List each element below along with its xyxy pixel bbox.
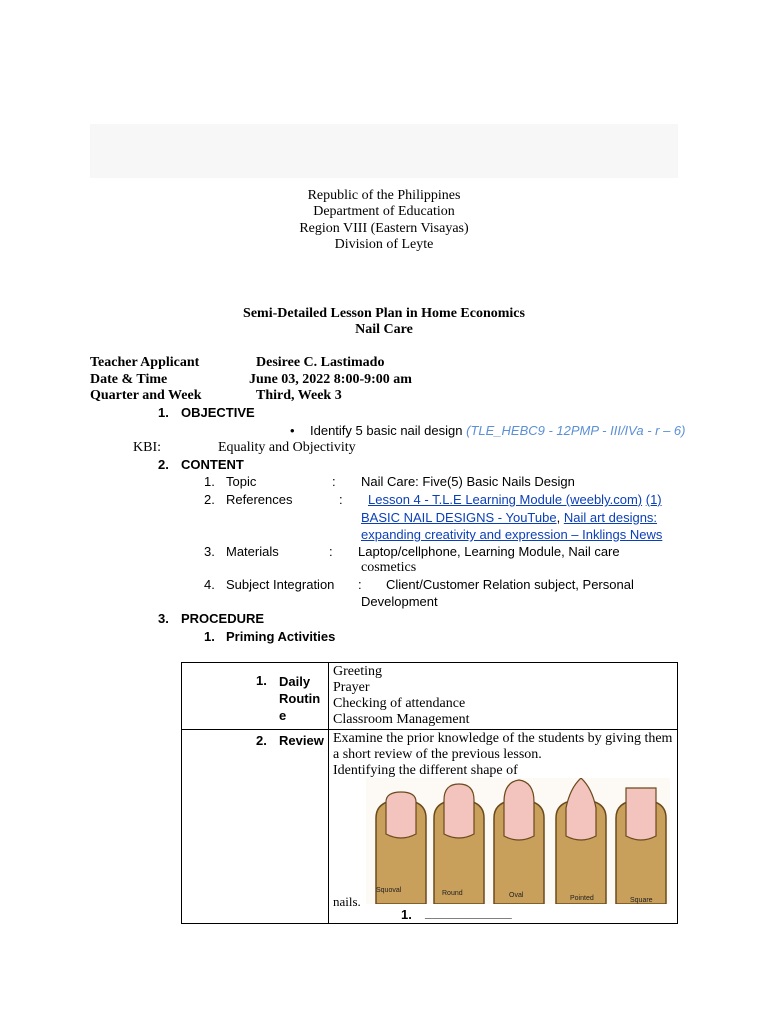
topic-colon: :: [332, 474, 336, 489]
routine-item-classroom: Classroom Management: [333, 712, 470, 727]
references-num: 2.: [204, 492, 215, 507]
subject-label: Subject Integration: [226, 577, 335, 592]
header-line-4: Division of Leyte: [334, 237, 434, 252]
topic-label: Topic: [226, 474, 257, 489]
table-row: [182, 663, 678, 730]
finger-round: [434, 784, 484, 904]
daily-routine-items-cell: [329, 663, 678, 730]
topic-value: Nail Care: Five(5) Basic Nails Design: [361, 474, 575, 489]
daily-routine-label-cell: [182, 663, 329, 730]
topic-num: 1.: [204, 474, 215, 489]
objective-code: (TLE_HEBC9 - 12PMP - III/IVa - r – 6): [466, 423, 686, 438]
priming-num: 1.: [204, 629, 215, 644]
procedure-num: 3.: [158, 611, 169, 626]
reference-link-weebly[interactable]: Lesson 4 - T.L.E Learning Module (weebly.com): [368, 492, 643, 507]
subject-colon: :: [358, 577, 362, 592]
review-text-1: Examine the prior knowledge of the students by giving them: [333, 731, 673, 746]
nail-shapes-illustration: [366, 778, 670, 904]
daily-routine-items: [329, 663, 677, 728]
nail-shapes-svg: [366, 778, 670, 904]
quarter-label: Quarter and Week: [90, 388, 202, 403]
daily-routine-label-1: Daily: [279, 674, 311, 689]
subject-value-1: Client/Customer Relation subject, Personal: [386, 577, 634, 592]
references-line-1: [368, 492, 662, 507]
routine-item-prayer: Prayer: [333, 680, 370, 695]
teacher-value: Desiree C. Lastimado: [256, 355, 385, 370]
finger-oval: [494, 780, 544, 904]
references-line-2: [361, 510, 657, 525]
reference-separator: ,: [556, 510, 561, 525]
objective-num: 1.: [158, 405, 169, 420]
objective-text: Identify 5 basic nail design: [310, 423, 463, 438]
teacher-label: Teacher Applicant: [90, 355, 200, 370]
review-label: Review: [279, 733, 324, 748]
finger-pointed: [556, 778, 606, 904]
title-line-1: Semi-Detailed Lesson Plan in Home Economics: [243, 306, 525, 321]
daily-routine-num: 1.: [256, 673, 267, 688]
subject-num: 4.: [204, 577, 215, 592]
review-label-cell: [182, 730, 329, 924]
materials-colon: :: [329, 544, 333, 559]
nail-label-pointed: Pointed: [570, 895, 594, 902]
materials-label: Materials: [226, 544, 279, 559]
date-value: June 03, 2022 8:00-9:00 am: [249, 372, 412, 387]
references-line-3: [361, 527, 662, 542]
objective-heading: OBJECTIVE: [181, 405, 255, 420]
nail-label-square: Square: [630, 897, 653, 904]
reference-link-youtube-prefix[interactable]: (1): [645, 492, 662, 507]
review-text-2: a short review of the previous lesson.: [333, 747, 542, 762]
question-blank: ____________: [425, 905, 512, 920]
header-band: [90, 124, 678, 178]
question-num: 1.: [401, 907, 412, 922]
objective-text-line: [310, 423, 685, 438]
content-num: 2.: [158, 457, 169, 472]
materials-value-1: Laptop/cellphone, Learning Module, Nail care: [358, 544, 620, 559]
subject-value-2: Development: [361, 594, 438, 609]
date-label: Date & Time: [90, 372, 168, 387]
kbi-value: Equality and Objectivity: [218, 440, 356, 455]
routine-item-greeting: Greeting: [333, 664, 382, 679]
finger-square: [616, 788, 666, 904]
objective-bullet: •: [290, 423, 295, 438]
daily-routine-label-3: e: [279, 708, 287, 723]
references-colon: :: [339, 492, 343, 507]
quarter-value: Third, Week 3: [256, 388, 342, 403]
reference-link-youtube[interactable]: BASIC NAIL DESIGNS - YouTube: [361, 510, 557, 525]
reference-link-inklings-b[interactable]: expanding creativity and expression – Inklings News: [361, 527, 663, 542]
review-text: [329, 730, 677, 779]
materials-value-2: cosmetics: [361, 560, 417, 575]
materials-num: 3.: [204, 544, 215, 559]
nail-label-oval: Oval: [509, 892, 524, 899]
daily-routine-label: [279, 673, 320, 724]
header-line-1: Republic of the Philippines: [307, 188, 461, 203]
nail-label-round: Round: [442, 890, 463, 897]
title-line-2: Nail Care: [355, 322, 413, 337]
nail-label-squoval: Squoval: [376, 887, 402, 894]
header-line-2: Department of Education: [313, 204, 455, 219]
references-label: References: [226, 492, 293, 507]
reference-link-inklings-a[interactable]: Nail art designs:: [563, 510, 658, 525]
daily-routine-label-2: Routin: [279, 691, 321, 706]
review-nails-word: nails.: [333, 894, 361, 909]
procedure-heading: PROCEDURE: [181, 611, 265, 626]
review-num: 2.: [256, 733, 267, 748]
review-text-3: Identifying the different shape of: [333, 763, 518, 778]
content-heading: CONTENT: [181, 457, 244, 472]
routine-item-attendance: Checking of attendance: [333, 696, 466, 711]
header-line-3: Region VIII (Eastern Visayas): [299, 221, 469, 236]
priming-heading: Priming Activities: [226, 629, 336, 644]
kbi-label: KBI:: [133, 440, 161, 455]
